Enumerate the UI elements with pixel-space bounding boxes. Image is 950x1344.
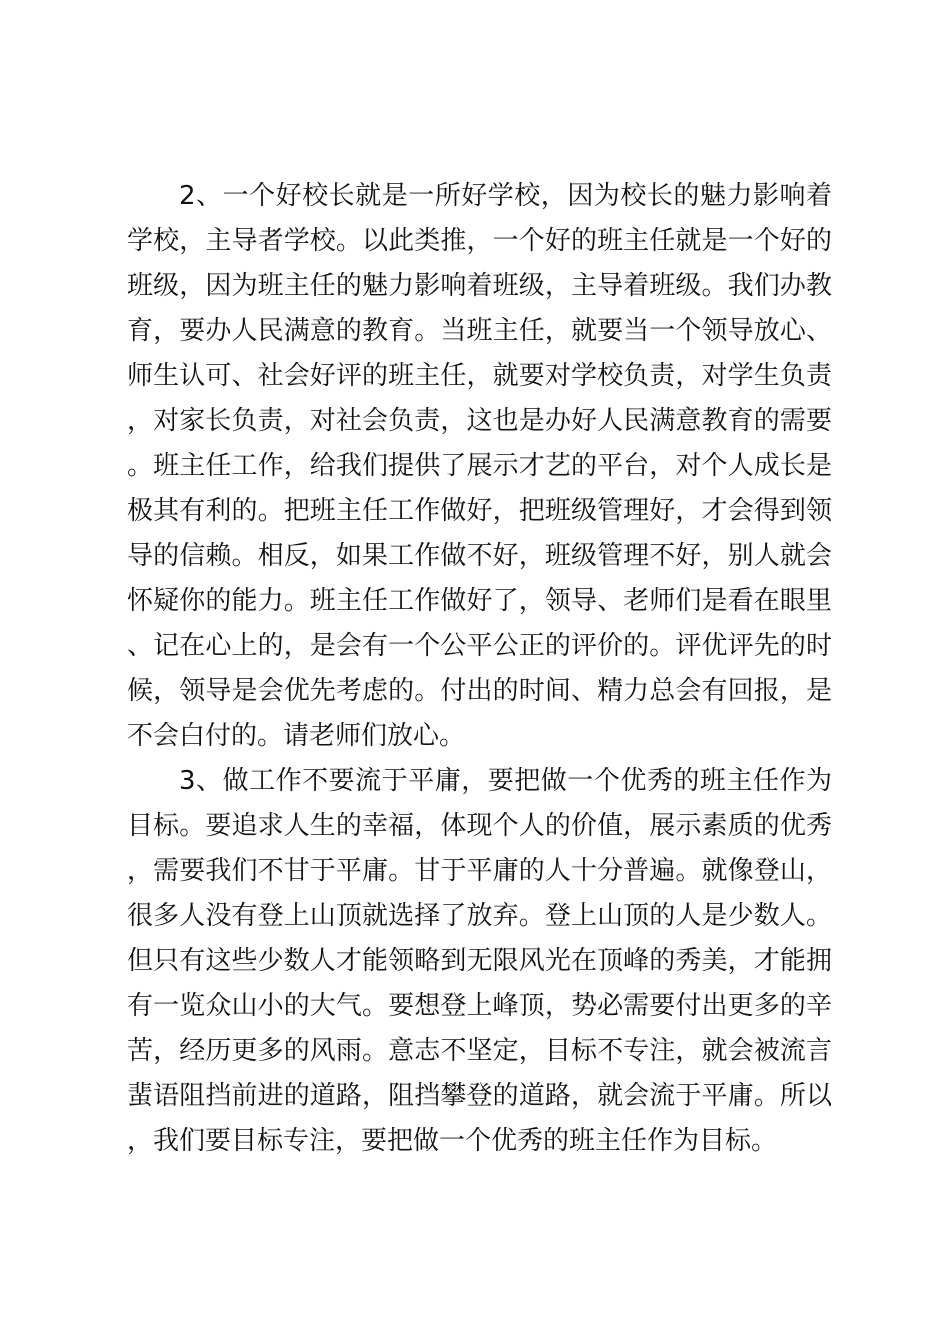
paragraph-2: 2、一个好校长就是一所好学校，因为校长的魅力影响着学校，主导者学校。以此类推，一个好的班主任就是一个好的班级，因为班主任的魅力影响着班级，主导着班级。我们办教育，要办人民满意的教育。当班主任，就要当一个领导放心、师生认可、社会好评的班主任，就要对学校负责，对学生负责，对家长负责，对社会负责，这也是办好人民满意教育的需要。班主任工作，给我们提供了展示才艺的平台，对个人成长是极其有利的。把班主任工作做好，把班级管理好，才会得到领导的信赖。相反，如果工作做不好，班级管理不好，别人就会怀疑你的能力。班主任工作做好了，领导、老师们是看在眼里、记在心上的，是会有一个公平公正的评价的。评优评先的时候，领导是会优先考虑的。付出的时间、精力总会有回报，是不会白付的。请老师们放心。 [127, 181, 832, 751]
paragraph-3: 3、做工作不要流于平庸，要把做一个优秀的班主任作为目标。要追求人生的幸福，体现个人的价值，展示素质的优秀，需要我们不甘于平庸。甘于平庸的人十分普遍。就像登山，很多人没有登上山顶就选择了放弃。登上山顶的人是少数人。但只有这些少数人才能领略到无限风光在顶峰的秀美，才能拥有一览众山小的大气。要想登上峰顶，势必需要付出更多的辛苦，经历更多的风雨。意志不坚定，目标不专注，就会被流言蜚语阻挡前进的道路，阻挡攀登的道路，就会流于平庸。所以，我们要目标专注，要把做一个优秀的班主任作为目标。 [127, 766, 832, 1156]
document-body [127, 174, 832, 1164]
